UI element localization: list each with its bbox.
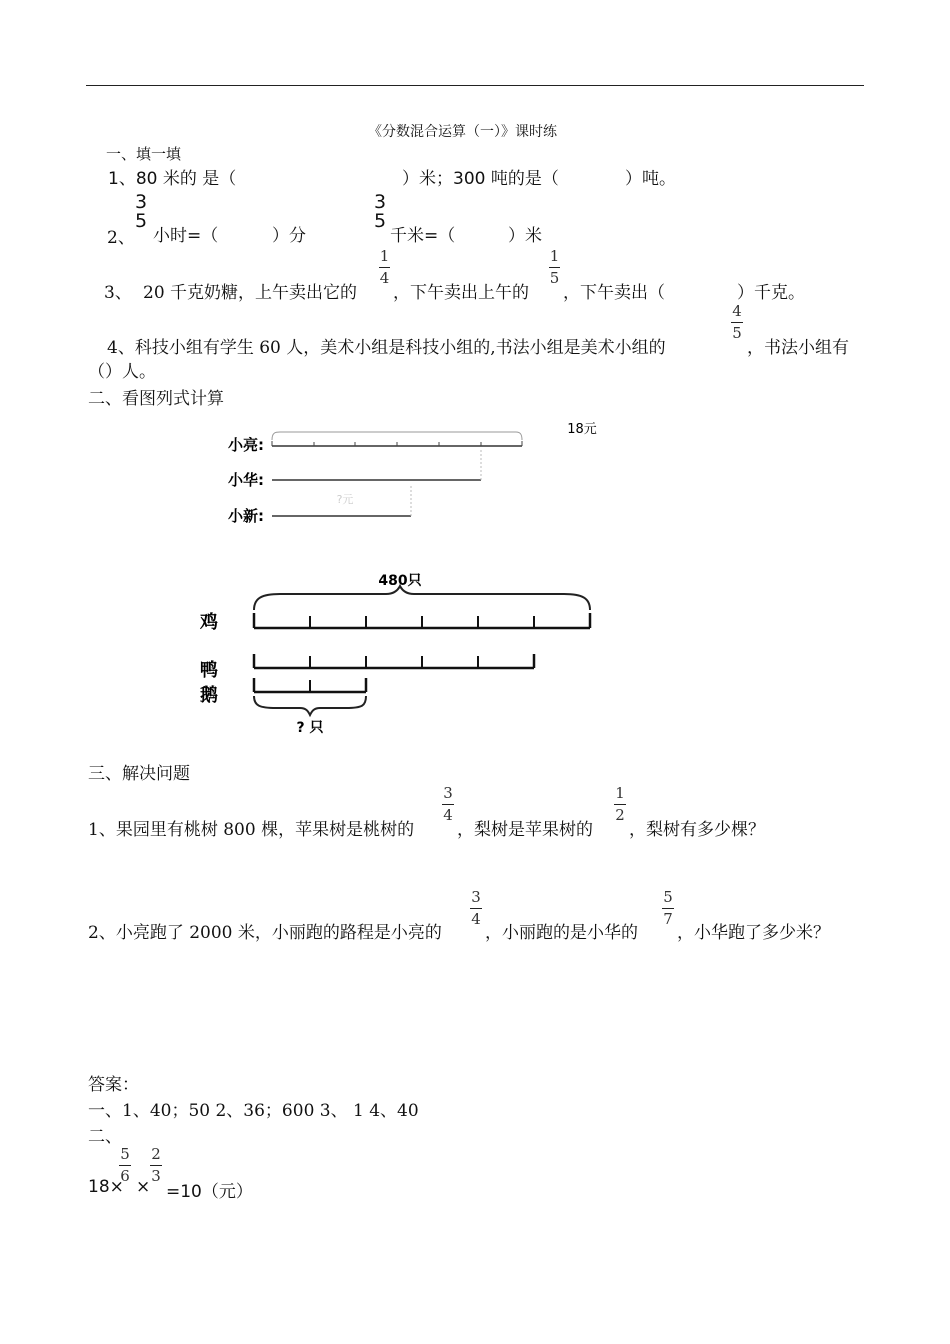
fraction: 3 5 <box>373 191 387 232</box>
fraction: 1 5 <box>549 247 560 287</box>
answers-line-1: 一、1、40；50 2、36；600 3、 1 4、40 <box>88 1101 419 1121</box>
fraction: 3 5 <box>134 191 148 232</box>
header-rule <box>86 85 864 86</box>
row-label-chicken: 鸡 <box>200 612 218 633</box>
diagram-poultry-total-label: 480只 <box>378 573 422 589</box>
row-label-xiaoliang: 小亮: <box>228 436 264 454</box>
fraction: 5 7 <box>663 888 673 928</box>
row-label-xiaoxin: 小新: <box>228 507 264 525</box>
row-label-duck: 鸭 <box>200 660 218 681</box>
diagram-poultry-question-label: ? 只 <box>296 720 324 736</box>
fraction: 1 2 <box>615 784 625 824</box>
fraction: 4 5 <box>732 302 742 342</box>
page-title: 《分数混合运算（一）》课时练 <box>368 124 557 140</box>
diagram-money <box>210 410 630 545</box>
fraction: 1 4 <box>379 247 390 287</box>
row-label-goose: 鹅 <box>200 685 218 706</box>
fraction: 5 6 <box>120 1145 130 1185</box>
fraction: 3 4 <box>471 888 481 928</box>
fraction: 2 3 <box>151 1145 161 1185</box>
fraction: 3 4 <box>443 784 453 824</box>
answers-line-2: 二、 <box>88 1127 122 1147</box>
answers-heading: 答案： <box>88 1075 139 1095</box>
diagram-money-total-label: 18元 <box>567 422 597 437</box>
section-3-heading: 三、解决问题 <box>88 764 190 784</box>
row-label-xiaohua: 小华: <box>228 471 264 489</box>
section-2-heading: 二、看图列式计算 <box>88 389 224 409</box>
diagram-poultry <box>190 568 610 743</box>
diagram-money-faint-label: ?元 <box>336 493 354 506</box>
section-1-heading: 一、填一填 <box>106 145 182 163</box>
